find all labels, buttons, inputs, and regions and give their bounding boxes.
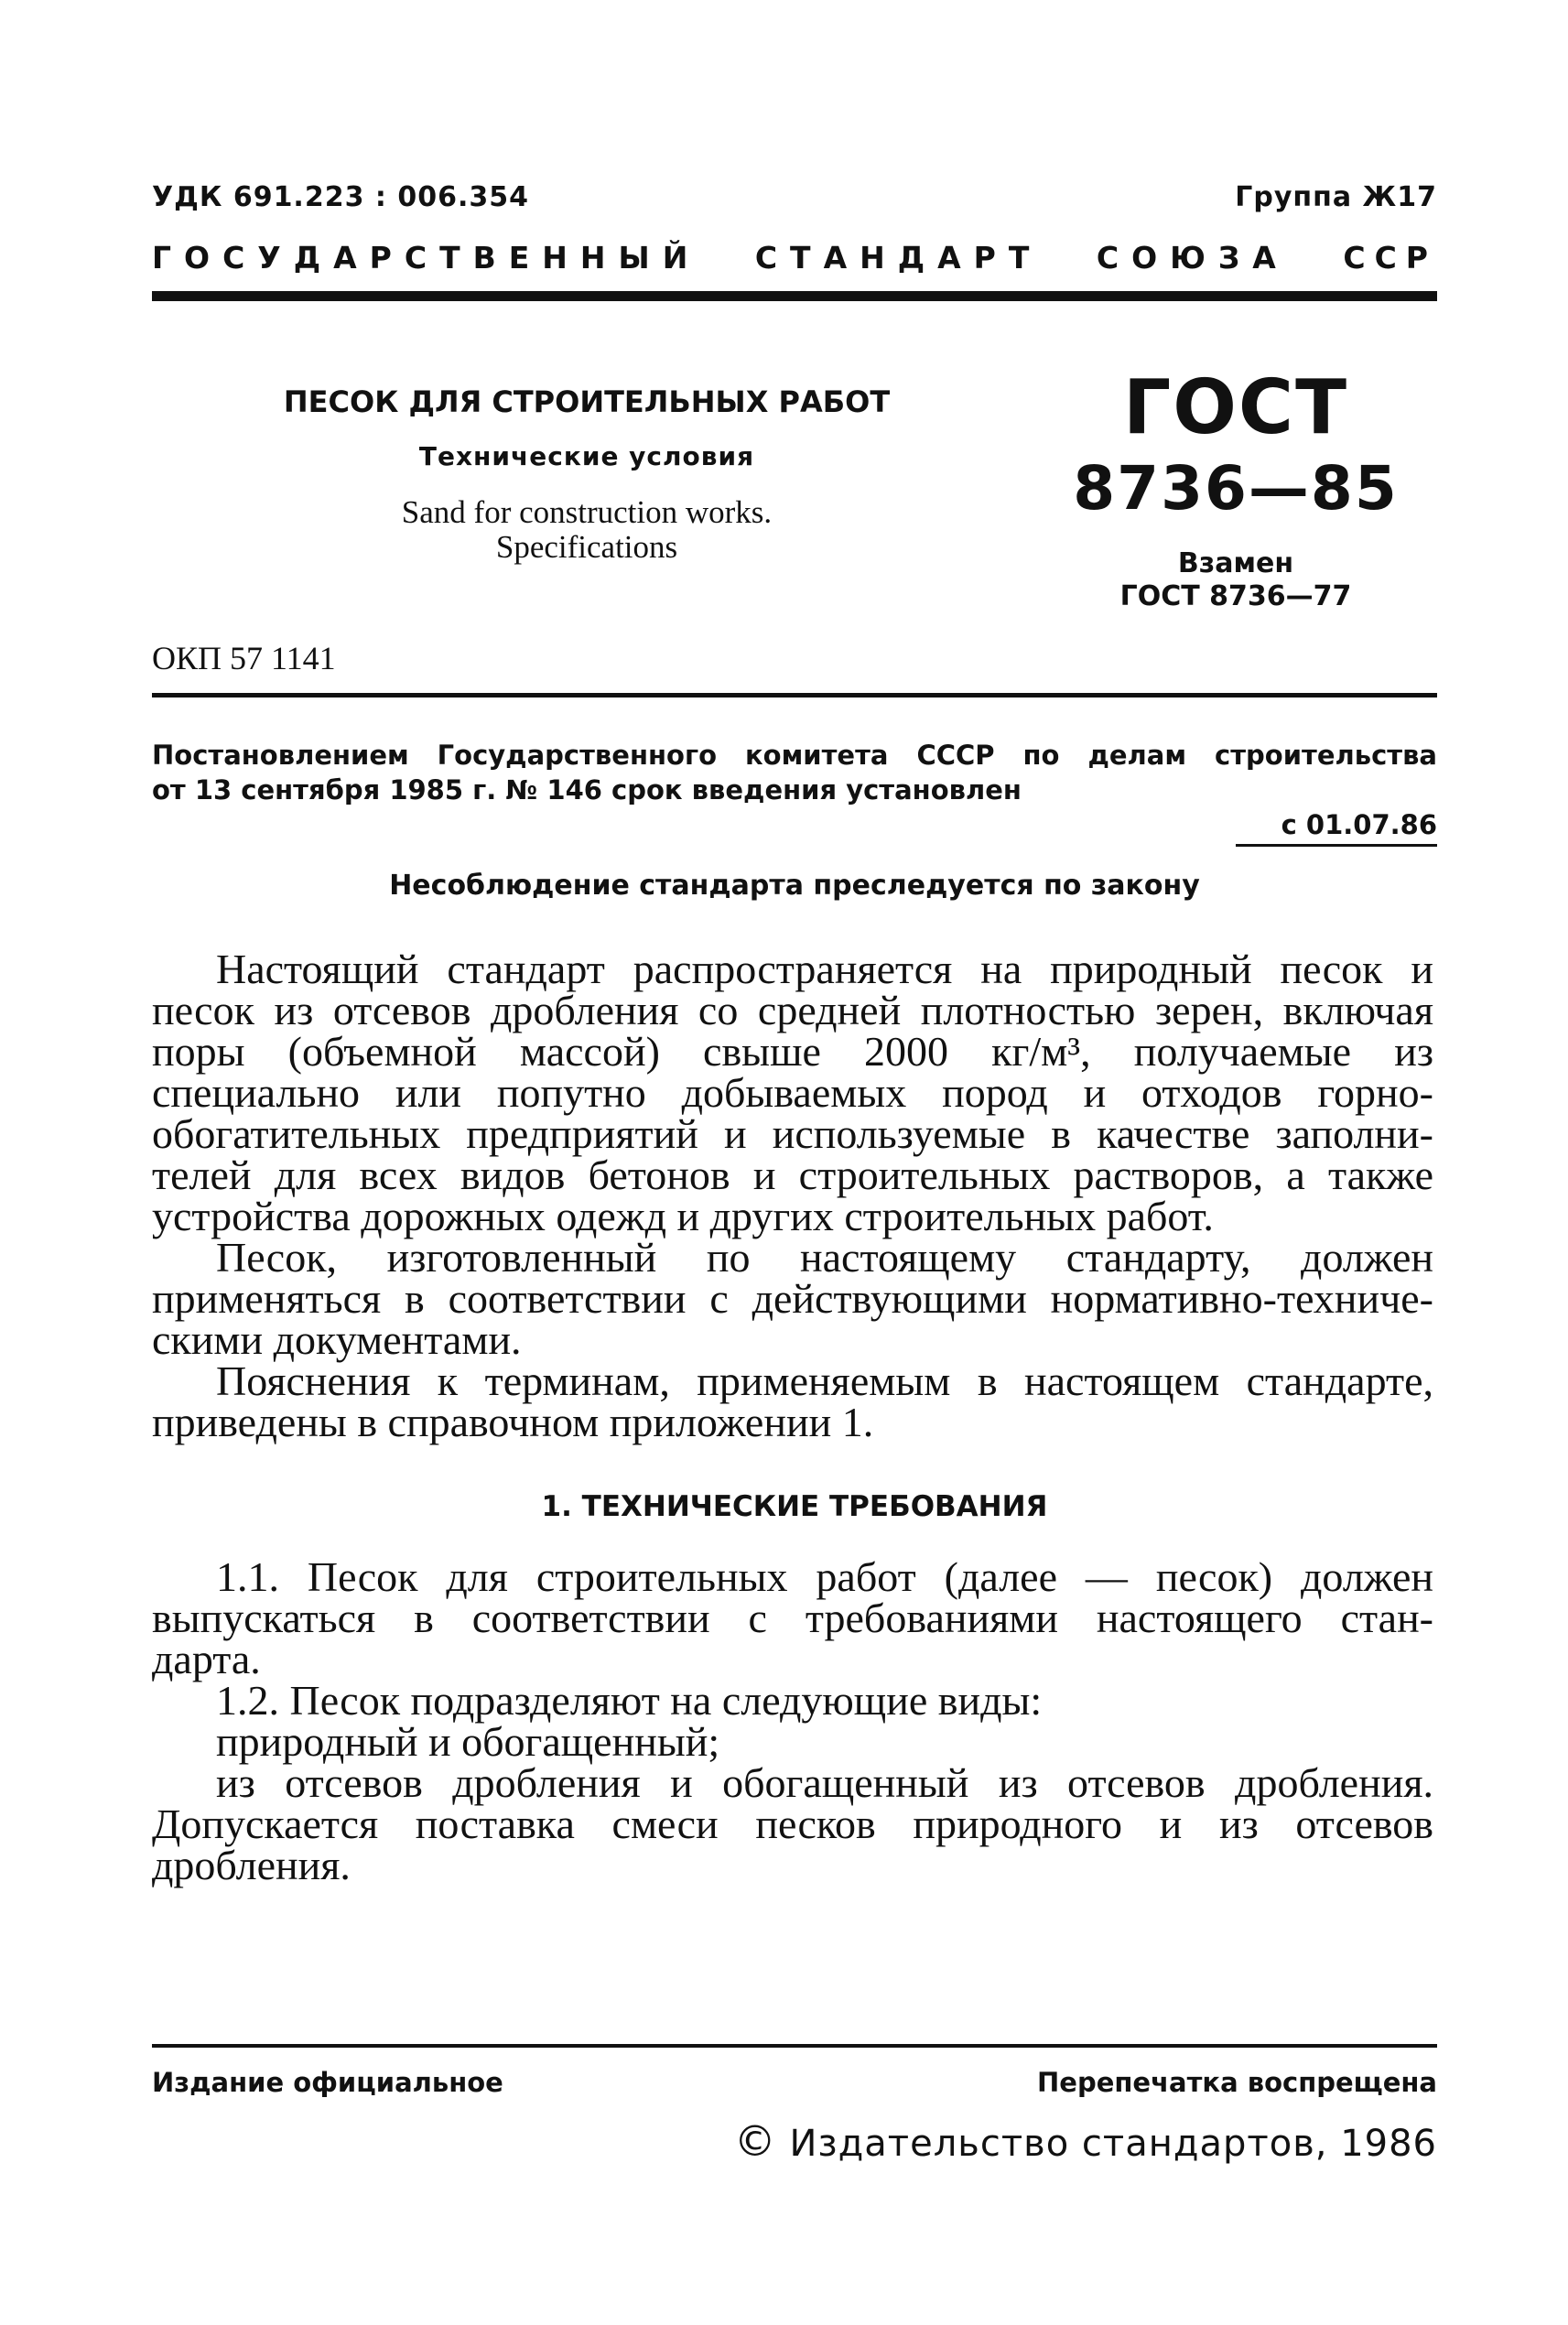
intro-paragraph-2 [152, 1234, 1433, 1363]
text-line: телей для всех видов бетонов и строительных растворов, а также [152, 1152, 1433, 1198]
banner-word: ГОСУДАРСТВЕННЫЙ [152, 240, 701, 276]
group-code: Группа Ж17 [1235, 181, 1437, 213]
intro-paragraph-1 [152, 948, 1433, 1237]
text-line: приведены в справочном приложении 1. [152, 1399, 874, 1445]
gost-label: ГОСТ [1122, 364, 1349, 451]
banner [152, 240, 1437, 276]
date-underline [1236, 844, 1437, 847]
banner-word: СТАНДАРТ [754, 240, 1043, 276]
text-line: выпускаться в соответствии с требованиями настоящего стан- [152, 1595, 1433, 1641]
reprint-note: Перепечатка воспрещена [1037, 2067, 1437, 2098]
text-line: поры (объемной массой) свыше 2000 кг/м³, получаемые из [152, 1028, 1433, 1075]
intro-paragraph-3 [152, 1357, 1433, 1445]
banner-word: ССР [1343, 240, 1437, 276]
text-line: Допускается поставка смеси песков природного и из отсевов [152, 1801, 1433, 1847]
decree-line2: от 13 сентября 1985 г. № 146 срок введения установлен [152, 774, 1022, 806]
section-heading: 1. ТЕХНИЧЕСКИЕ ТРЕБОВАНИЯ [541, 1490, 1048, 1523]
text-line: Пояснения к терминам, применяемым в настоящем стандарте, [216, 1357, 1433, 1404]
edition-note: Издание официальное [152, 2067, 503, 2098]
text-line: дробления. [152, 1842, 351, 1888]
replaces-value: ГОСТ 8736—77 [1119, 580, 1352, 612]
banner-rule [152, 291, 1437, 301]
text-line: устройства дорожных одежд и других строительных работ. [152, 1193, 1214, 1239]
text-line: песок из отсевов дробления со средней плотностью зерен, включая [152, 987, 1433, 1033]
banner-word: СОЮЗА [1096, 240, 1289, 276]
title-rule [152, 693, 1437, 698]
text-line: 1.2. Песок подразделяют на следующие виды: [216, 1677, 1043, 1724]
text-line: обогатительных предприятий и используемые в качестве заполни- [152, 1110, 1433, 1157]
text-line: из отсевов дробления и обогащенный из отсевов дробления. [216, 1759, 1433, 1806]
english-title-line2: Specifications [495, 529, 678, 565]
copyright-icon: © [733, 2116, 777, 2166]
footer-rule [152, 2044, 1437, 2048]
legal-warning: Несоблюдение стандарта преследуется по закону [389, 870, 1200, 902]
clause-1-2 [152, 1677, 1433, 1888]
replaces-label: Взамен [1177, 547, 1294, 579]
standard-title: ПЕСОК ДЛЯ СТРОИТЕЛЬНЫХ РАБОТ [283, 384, 891, 419]
text-line: 1.1. Песок для строительных работ (далее — песок) должен [216, 1553, 1433, 1600]
text-line: Песок, изготовленный по настоящему стандарту, должен [216, 1234, 1433, 1281]
publisher-name: Издательство стандартов, 1986 [789, 2123, 1437, 2165]
gost-number: 8736—85 [1073, 453, 1399, 524]
decree-line1: Постановлением Государственного комитета СССР по делам строительства [152, 740, 1437, 771]
udk-code: УДК 691.223 : 006.354 [152, 181, 529, 213]
effective-date: с 01.07.86 [1281, 809, 1437, 840]
standard-subtitle: Технические условия [418, 441, 755, 471]
text-line: скими документами. [152, 1316, 522, 1363]
english-title-line1: Sand for construction works. [401, 494, 773, 530]
text-line: дарта. [152, 1636, 261, 1682]
okp-code: ОКП 57 1141 [152, 640, 336, 676]
clause-1-1 [152, 1553, 1433, 1682]
text-line: специально или попутно добываемых пород и отходов горно- [152, 1069, 1433, 1116]
text-line: природный и обогащенный; [216, 1718, 720, 1765]
publisher-line [734, 2116, 1437, 2166]
text-line: применяться в соответствии с действующими нормативно-техниче- [152, 1275, 1433, 1322]
text-line: Настоящий стандарт распространяется на природный песок и [216, 946, 1433, 992]
